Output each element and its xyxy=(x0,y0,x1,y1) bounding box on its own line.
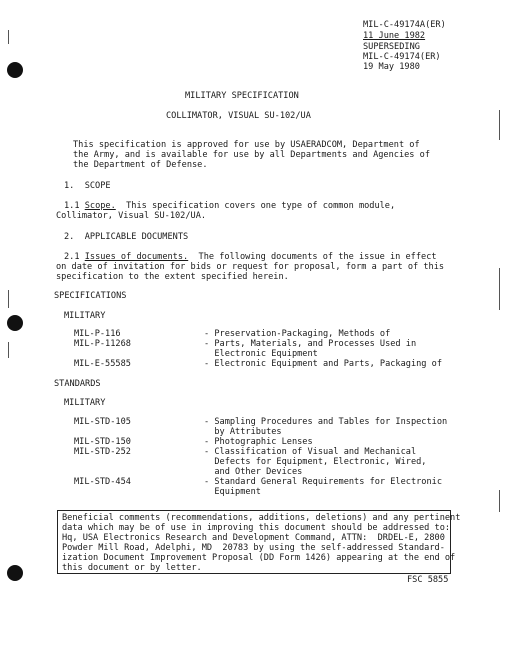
issues-paragraph: 2.1 Issues of documents. The following documents of the issue in effect xyxy=(64,252,437,262)
std-code: MIL-STD-105 xyxy=(74,417,131,427)
specifications-subheading: MILITARY xyxy=(64,311,106,321)
comment-line: ization Document Improvement Proposal (DD Form 1426) appearing at the end of xyxy=(62,553,456,563)
section-heading-scope: 1. SCOPE xyxy=(64,181,111,191)
std-desc: - Standard General Requirements for Electronic xyxy=(204,477,442,487)
margin-mark xyxy=(8,290,9,308)
binder-hole-middle xyxy=(7,315,23,331)
std-desc: - Photographic Lenses xyxy=(204,437,313,447)
spec-desc: - Preservation-Packaging, Methods of xyxy=(204,329,391,339)
scope-paragraph-line: Collimator, Visual SU-102/UA. xyxy=(56,211,207,221)
spec-desc-cont: Electronic Equipment xyxy=(204,349,318,359)
std-code: MIL-STD-252 xyxy=(74,447,131,457)
intro-line: the Army, and is available for use by all Departments and Agencies of xyxy=(73,150,430,160)
spec-code: MIL-E-55585 xyxy=(74,359,131,369)
section-heading-applicable-documents: 2. APPLICABLE DOCUMENTS xyxy=(64,232,189,242)
comment-line: Beneficial comments (recommendations, additions, deletions) and any pertinent xyxy=(62,513,461,523)
spec-desc: - Electronic Equipment and Parts, Packaging of xyxy=(204,359,442,369)
standards-subheading: MILITARY xyxy=(64,398,106,408)
fsc-code: FSC 5855 xyxy=(407,575,449,585)
spec-code: MIL-P-116 xyxy=(74,329,121,339)
std-desc-cont: by Attributes xyxy=(204,427,282,437)
comment-line: this document or by letter. xyxy=(62,563,202,573)
spec-desc: - Parts, Materials, and Processes Used in xyxy=(204,339,417,349)
margin-mark xyxy=(8,342,9,358)
doc-number: MIL-C-49174A(ER) xyxy=(363,20,446,30)
intro-line: the Department of Defense. xyxy=(73,160,208,170)
spec-item-title: COLLIMATOR, VISUAL SU-102/UA xyxy=(166,111,311,121)
intro-line: This specification is approved for use by USAERADCOM, Department of xyxy=(73,140,420,150)
std-code: MIL-STD-454 xyxy=(74,477,131,487)
binder-hole-top xyxy=(7,62,23,78)
comment-line: data which may be of use in improving this document should be addressed to: xyxy=(62,523,451,533)
std-code: MIL-STD-150 xyxy=(74,437,131,447)
comment-box xyxy=(57,510,461,574)
margin-mark xyxy=(499,110,500,140)
comment-line: Hq, USA Electronics Research and Development Command, ATTN: DRDEL-E, 2800 xyxy=(62,533,445,543)
prev-doc-number: MIL-C-49174(ER) xyxy=(363,52,441,62)
margin-mark xyxy=(499,268,500,310)
prev-doc-date: 19 May 1980 xyxy=(363,62,420,72)
std-desc-cont: and Other Devices xyxy=(204,467,303,477)
binder-hole-bottom xyxy=(7,565,23,581)
doc-date: 11 June 1982 xyxy=(363,31,426,41)
std-desc: - Classification of Visual and Mechanical xyxy=(204,447,417,457)
std-desc: - Sampling Procedures and Tables for Inspection xyxy=(204,417,448,427)
issues-paragraph-line: on date of invitation for bids or request for proposal, form a part of this xyxy=(56,262,445,272)
specifications-heading: SPECIFICATIONS xyxy=(54,291,127,301)
margin-mark xyxy=(499,490,500,512)
spec-type-title: MILITARY SPECIFICATION xyxy=(185,91,299,101)
std-desc-cont: Defects for Equipment, Electronic, Wired, xyxy=(204,457,427,467)
superseding-label: SUPERSEDING xyxy=(363,42,420,52)
scope-paragraph: 1.1 Scope. This specification covers one type of common module, xyxy=(64,201,396,211)
standards-heading: STANDARDS xyxy=(54,379,101,389)
spec-code: MIL-P-11268 xyxy=(74,339,131,349)
issues-paragraph-line: specification to the extent specified herein. xyxy=(56,272,289,282)
comment-line: Powder Mill Road, Adelphi, MD 20783 by using the self-addressed Standard- xyxy=(62,543,445,553)
std-desc-cont: Equipment xyxy=(204,487,261,497)
margin-mark xyxy=(8,30,9,44)
